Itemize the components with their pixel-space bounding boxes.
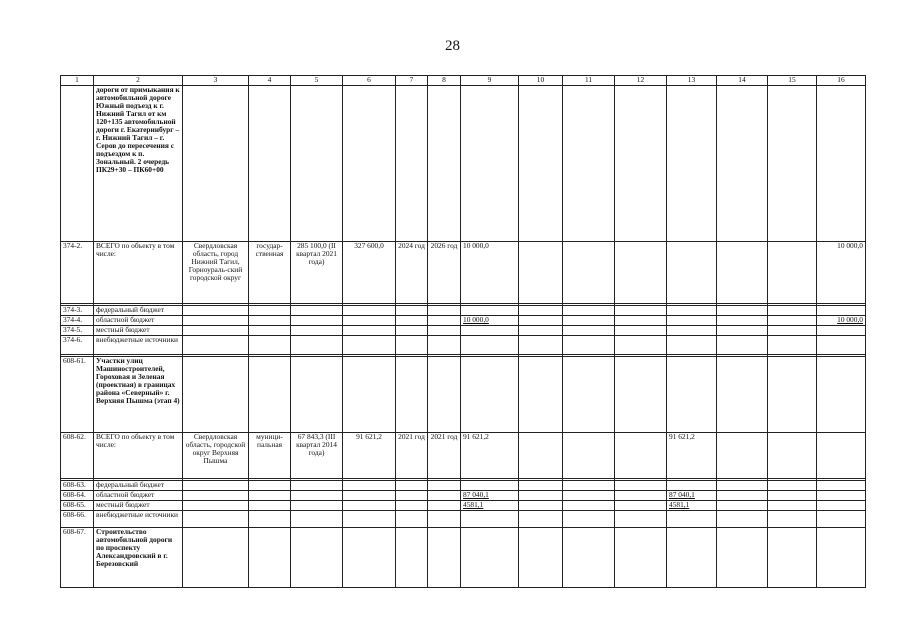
amount-cell: 10 000,0 [461, 242, 519, 304]
col-header: 12 [615, 76, 667, 86]
row-code: 374-4. [61, 316, 94, 326]
col-header: 9 [461, 76, 519, 86]
row-code: 608-64. [61, 491, 94, 501]
row-label: внебюджетные источники [94, 511, 183, 528]
row-code: 374-3. [61, 306, 94, 316]
amount-cell [817, 306, 866, 316]
col-header: 5 [291, 76, 343, 86]
amount-cell: 87 040,1 [667, 491, 717, 501]
row-code: 608-63. [61, 481, 94, 491]
amount-cell: 91 621,2 [667, 433, 717, 479]
col-header: 15 [768, 76, 817, 86]
amount-cell: 10 000,0 [817, 316, 866, 326]
amount-cell [817, 336, 866, 355]
col-header: 13 [667, 76, 717, 86]
estimate-cell: 285 100,0 (II квартал 2021 года) [291, 242, 343, 304]
row-code: 374-2. [61, 242, 94, 304]
col-header: 11 [563, 76, 615, 86]
row-label: областной бюджет [94, 316, 183, 326]
col-header: 16 [817, 76, 866, 86]
row-code: 374-6. [61, 336, 94, 355]
amount-cell: 10 000,0 [817, 242, 866, 304]
amount-cell: 10 000,0 [461, 316, 519, 326]
amount-cell [461, 336, 519, 355]
table-row [61, 501, 866, 511]
table-row [61, 357, 866, 433]
row-label: федеральный бюджет [94, 306, 183, 316]
table-row [61, 326, 866, 336]
col-header: 4 [249, 76, 291, 86]
header-row [61, 76, 866, 86]
col-header: 10 [519, 76, 563, 86]
object-title: Строительство автомобильной дороги по проспекту Александровский в г. Березовский [94, 528, 183, 588]
row-code: 608-66. [61, 511, 94, 528]
amount-cell [461, 511, 519, 528]
row-code: 608-65. [61, 501, 94, 511]
row-code: 608-61. [61, 357, 94, 433]
row-label: ВСЕГО по объекту в том числе: [94, 242, 183, 304]
end-year-cell: 2021 год [428, 433, 461, 479]
col-header: 3 [183, 76, 249, 86]
amount-cell: 91 621,2 [461, 433, 519, 479]
table-row [61, 316, 866, 326]
row-label: местный бюджет [94, 326, 183, 336]
col-header: 8 [428, 76, 461, 86]
table-row [61, 511, 866, 528]
row-label: федеральный бюджет [94, 481, 183, 491]
amount-cell [667, 481, 717, 491]
end-year-cell: 2026 год [428, 242, 461, 304]
row-label: ВСЕГО по объекту в том числе: [94, 433, 183, 479]
amount-cell [461, 481, 519, 491]
table-row [61, 242, 866, 304]
row-code: 608-62. [61, 433, 94, 479]
table-row [61, 86, 866, 242]
ownership-cell: государ-ственная [249, 242, 291, 304]
territory-cell: Свердловская область, город Нижний Тагил, Горноураль-ский городской округ [183, 242, 249, 304]
table-row [61, 433, 866, 479]
table-row [61, 306, 866, 316]
amount-cell [667, 511, 717, 528]
table-row [61, 491, 866, 501]
amount-cell: 4581,1 [461, 501, 519, 511]
amount-cell [817, 326, 866, 336]
object-title: дороги от примыкания к автомобильной дороге Южный подъезд к г. Нижний Тагил от км 120+135 автомобильной дороги г. Екатеринбург – г. Нижний Тагил – г. Серов до пересечения с подъездом к п. Зональный. 2 очередь ПК29+30 – ПК60+00 [94, 86, 183, 242]
col-header: 1 [61, 76, 94, 86]
estimate-cell: 67 843,3 (III квартал 2014 года) [291, 433, 343, 479]
row-label: внебюджетные источники [94, 336, 183, 355]
page-number: 28 [445, 38, 460, 54]
row-code: 374-5. [61, 326, 94, 336]
col-header: 14 [717, 76, 768, 86]
amount-cell [461, 326, 519, 336]
table-row [61, 481, 866, 491]
ownership-cell: муници-пальная [249, 433, 291, 479]
budget-table [60, 75, 866, 588]
amount-cell [461, 306, 519, 316]
table-row [61, 528, 866, 588]
col-header: 6 [343, 76, 396, 86]
object-title: Участки улиц Машиностроителей, Гороховая и Зеленая (проектная) в границах района «Северный» г. Верхняя Пышма (этап 4) [94, 357, 183, 433]
row-label: местный бюджет [94, 501, 183, 511]
cost-cell: 327 600,0 [343, 242, 396, 304]
col-header: 7 [396, 76, 428, 86]
col-header: 2 [94, 76, 183, 86]
start-year-cell: 2021 год [396, 433, 428, 479]
cost-cell: 91 621,2 [343, 433, 396, 479]
row-code: 608-67. [61, 528, 94, 588]
territory-cell: Свердловская область, городской округ Верхняя Пышма [183, 433, 249, 479]
start-year-cell: 2024 год [396, 242, 428, 304]
row-label: областной бюджет [94, 491, 183, 501]
amount-cell: 4581,1 [667, 501, 717, 511]
table-row [61, 336, 866, 355]
amount-cell: 87 040,1 [461, 491, 519, 501]
